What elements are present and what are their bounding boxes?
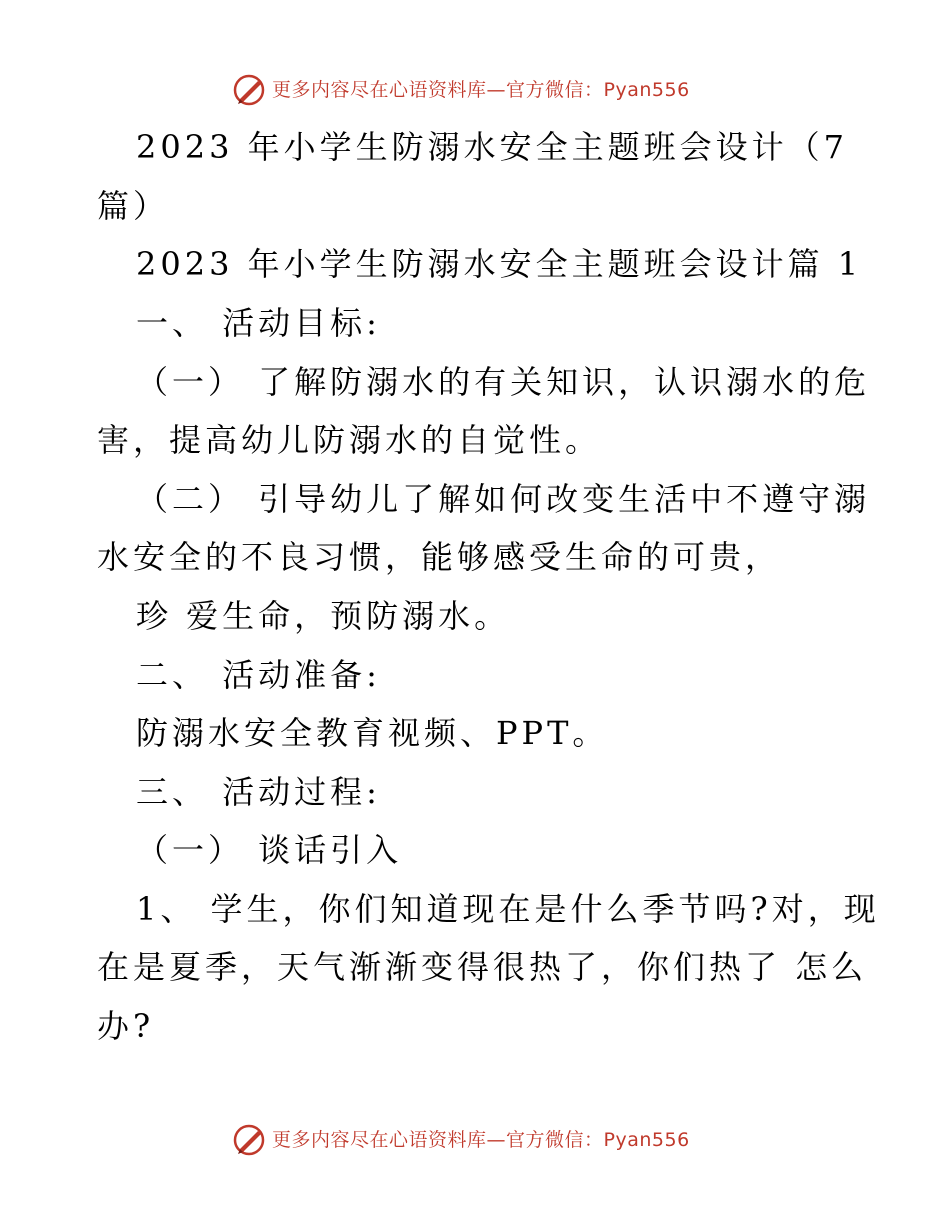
- paragraph-line: 珍 爱生命，预防溺水。: [136, 597, 511, 635]
- paragraph-line: （一） 了解防溺水的有关知识，认识溺水的危: [136, 363, 871, 401]
- subheading-goals: 一、 活动目标:: [136, 304, 381, 342]
- document-title-line-1: 2023 年小学生防溺水安全主题班会设计（7: [136, 128, 848, 166]
- paragraph-line: 在是夏季，天气渐渐变得很热了，你们热了 怎么: [97, 948, 868, 986]
- header-watermark: [0, 70, 950, 110]
- watermark-text: 更多内容尽在心语资料库—官方微信：Pyan556: [272, 1129, 690, 1151]
- pen-logo-icon: [231, 1122, 267, 1158]
- subheading-process: 三、 活动过程:: [136, 773, 381, 811]
- section-heading: 2023 年小学生防溺水安全主题班会设计篇 1: [136, 245, 863, 283]
- paragraph-line: （一） 谈话引入: [136, 831, 403, 869]
- watermark-text: 更多内容尽在心语资料库—官方微信：Pyan556: [272, 79, 690, 101]
- subheading-preparation: 二、 活动准备:: [136, 656, 381, 694]
- pen-logo-icon: [231, 72, 267, 108]
- paragraph-line: （二） 引导幼儿了解如何改变生活中不遵守溺: [136, 480, 871, 518]
- document-title-line-2: 篇）: [97, 187, 170, 225]
- paragraph-line: 水安全的不良习惯，能够感受生命的可贵，: [97, 538, 782, 576]
- paragraph-line: 防溺水安全教育视频、PPT。: [136, 714, 609, 752]
- paragraph-line: 办?: [97, 1007, 155, 1045]
- paragraph-line: 害，提高幼儿防溺水的自觉性。: [97, 421, 602, 459]
- footer-watermark: [0, 1120, 950, 1160]
- paragraph-line: 1、 学生，你们知道现在是什么季节吗?对，现: [136, 890, 880, 928]
